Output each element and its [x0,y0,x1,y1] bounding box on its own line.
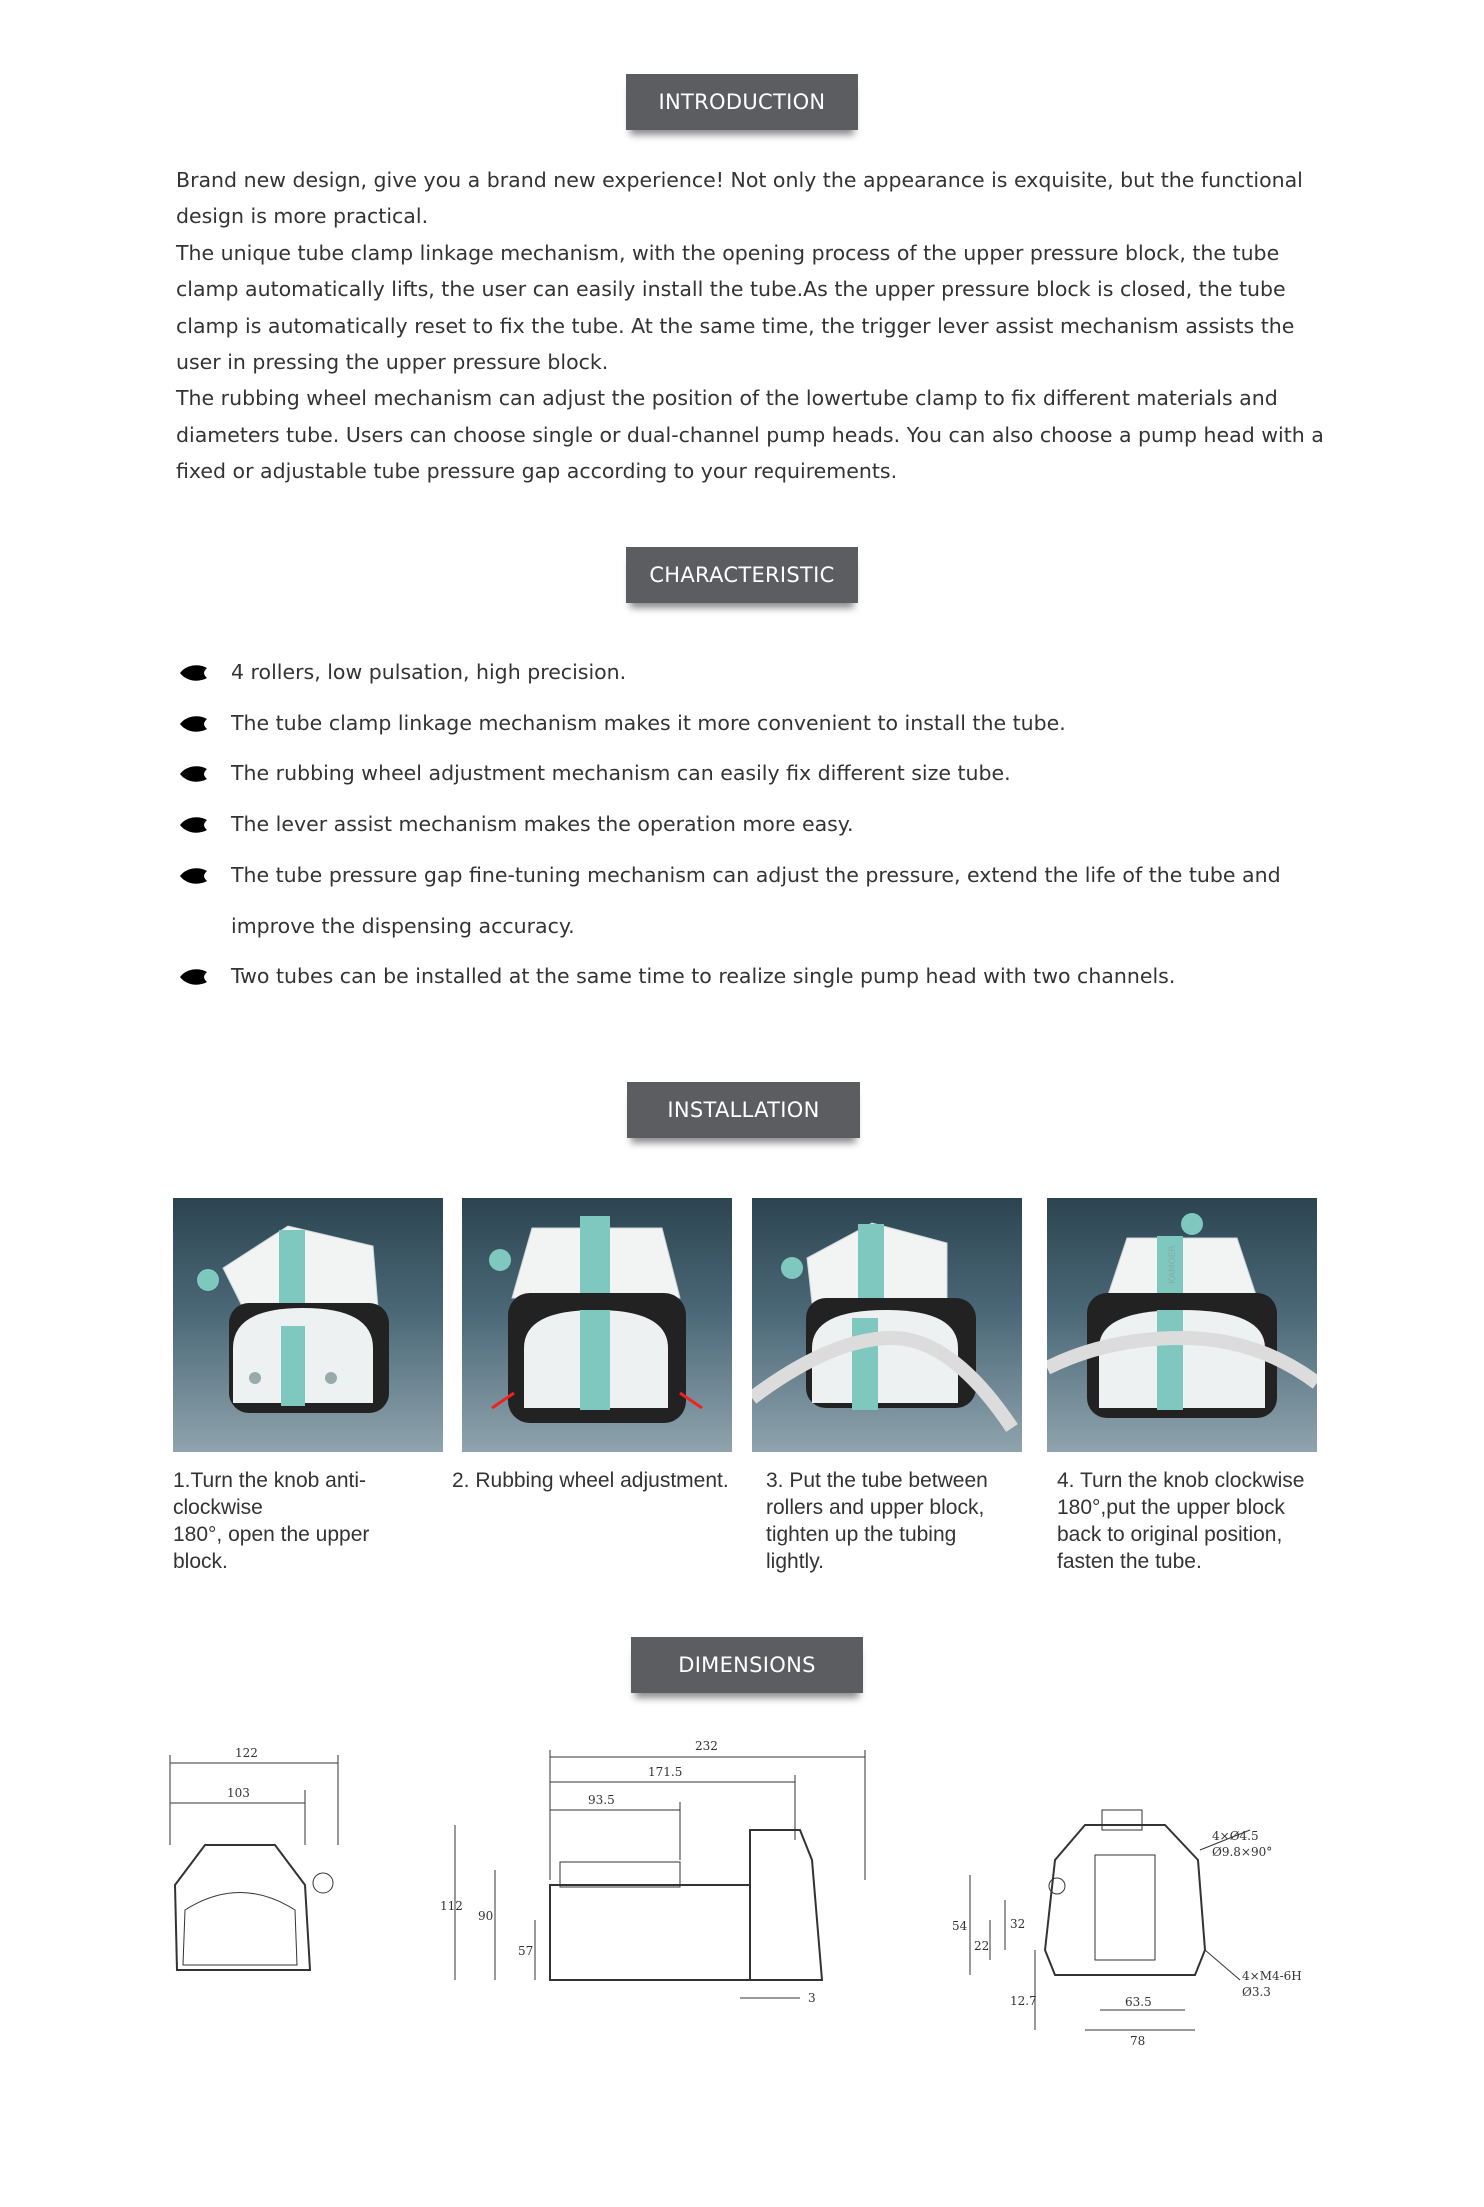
dimension-drawing-front [165,1735,355,1995]
dim-side-length-2: 171.5 [648,1765,683,1779]
characteristic-text: 4 rollers, low pulsation, high precision. [231,660,627,684]
dim-side-height-overall: 112 [440,1899,463,1913]
dim-side-height-3: 57 [518,1944,534,1958]
dim-back-hole-note-2: Ø9.8×90° [1212,1845,1273,1859]
characteristic-item [180,850,1281,951]
section-banner-dimensions: DIMENSIONS [631,1637,863,1693]
dim-back-hole-note-1: 4×Ø4.5 [1212,1829,1259,1843]
installation-photo-1 [173,1198,443,1452]
characteristic-item [180,951,1330,1002]
characteristic-text: The lever assist mechanism makes the operation more easy. [231,812,854,837]
intro-paragraph-3: The rubbing wheel mechanism can adjust the position of the lowertube clamp to fix different materials and diameters tube. Users can choose single or dual-channel pump heads. You can also choose a pump head with a fixed or adjustable tube pressure gap according to your requirements. [176,386,1324,484]
brand-mark: KAMOER [1168,1245,1178,1284]
dim-back-height-12-7: 12.7 [1010,1994,1037,2008]
intro-paragraph-2: The unique tube clamp linkage mechanism, with the opening process of the upper pressure block, the tube clamp automatically lifts, the user can easily install the tube.As the upper pressure block is closed, the tube clamp is automatically reset to fix the tube. At the same time, the trigger lever assist mechanism assists the user in pressing the upper pressure block. [176,240,1295,375]
characteristic-list [180,647,1330,1002]
characteristic-text: Two tubes can be installed at the same time to realize single pump head with two channels. [231,964,1176,989]
characteristic-item [180,647,1330,698]
installation-caption-4: 4. Turn the knob clockwise 180°,put the upper block back to original position, fasten the tube. [1057,1469,1305,1573]
installation-caption-3: 3. Put the tube between rollers and upper block, tighten up the tubing lightly. [766,1469,988,1573]
characteristic-item [180,799,1330,850]
introduction-text [176,162,1326,490]
dim-back-width-78: 78 [1130,2034,1146,2048]
dim-side-offset: 3 [808,1991,816,2005]
characteristic-text: The tube pressure gap fine-tuning mechanism can adjust the pressure, extend the life of the tube and improve the dispensing accuracy. [231,862,1281,938]
bullet-icon [180,867,207,885]
dim-back-width-63-5: 63.5 [1125,1995,1152,2009]
dimension-drawing-side [440,1730,880,2020]
dim-side-height-2: 90 [478,1909,494,1923]
bullet-icon [180,664,207,682]
installation-photo-4 [1047,1198,1317,1452]
bullet-icon [180,715,207,733]
dim-side-overall-length: 232 [695,1739,718,1753]
bullet-icon [180,968,207,986]
section-banner-characteristic: CHARACTERISTIC [626,547,858,603]
section-banner-installation: INSTALLATION [627,1082,860,1138]
installation-photo-3 [752,1198,1022,1452]
dim-back-height-22: 22 [974,1939,990,1953]
dim-side-length-3: 93.5 [588,1793,615,1807]
bullet-icon [180,765,207,783]
intro-paragraph-1: Brand new design, give you a brand new experience! Not only the appearance is exquisite, but the functional design is more practical. [176,168,1303,229]
characteristic-item [180,748,1330,799]
dim-back-thread-note-2: Ø3.3 [1242,1985,1271,1999]
dimension-drawing-back [950,1800,1335,2060]
characteristic-text: The tube clamp linkage mechanism makes it more convenient to install the tube. [231,710,1066,735]
dim-back-height-32: 32 [1010,1917,1026,1931]
dim-back-thread-note-1: 4×M4-6H [1242,1969,1302,1983]
characteristic-item [180,698,1330,749]
section-banner-introduction: INTRODUCTION [626,74,858,130]
dim-back-height-54: 54 [952,1919,968,1933]
dim-front-overall-width: 122 [235,1746,258,1760]
dim-front-body-width: 103 [227,1786,250,1800]
installation-photo-2 [462,1198,732,1452]
characteristic-text: The rubbing wheel adjustment mechanism can easily fix different size tube. [231,761,1011,786]
installation-caption-1: 1.Turn the knob anti- clockwise 180°, open the upper block. [173,1469,370,1573]
bullet-icon [180,816,207,834]
installation-caption-2: 2. Rubbing wheel adjustment. [452,1469,729,1492]
